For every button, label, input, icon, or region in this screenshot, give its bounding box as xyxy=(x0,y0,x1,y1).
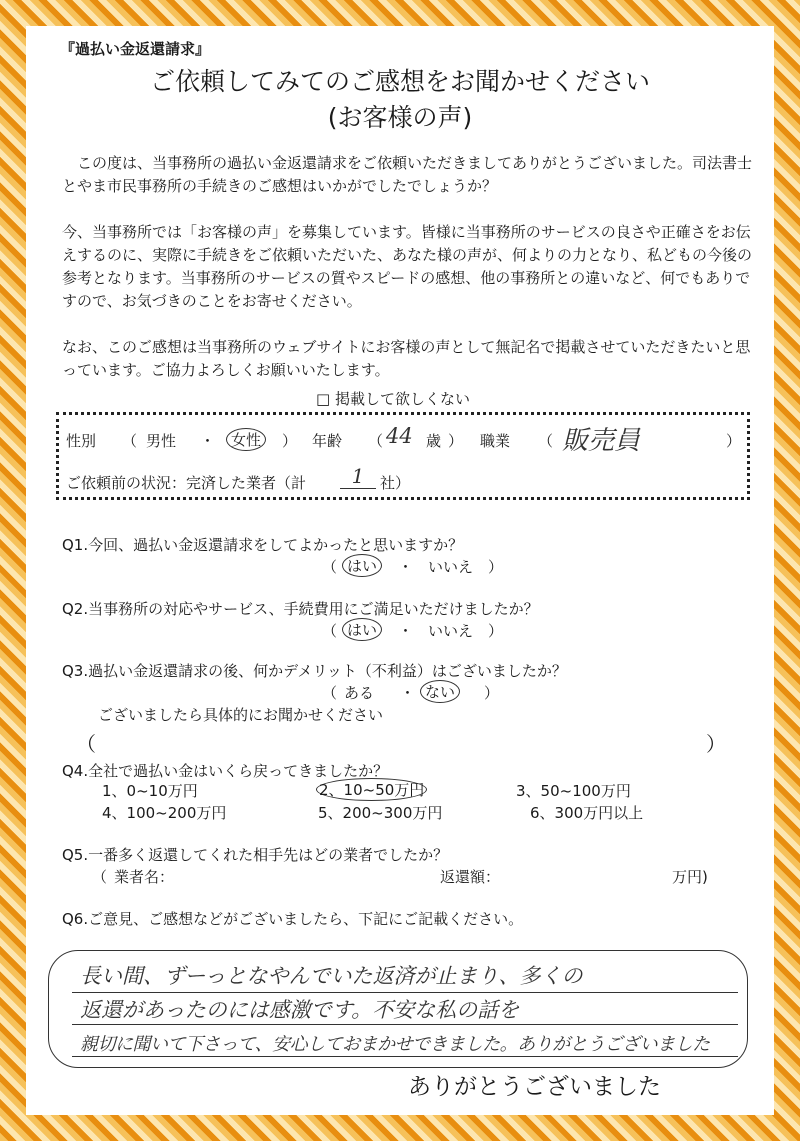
q3-yes[interactable]: ある xyxy=(344,684,375,702)
intro-paragraph-1: この度は、当事務所の過払い金返還請求をご依頼いただきましてありがとうございました。司法書士とやま市民事務所の手続きのご感想はいかがでしたでしょうか？ xyxy=(62,154,753,195)
page-title: ご依頼してみてのご感想をお聞かせください xyxy=(149,67,650,96)
q3-open: （ xyxy=(322,684,338,702)
female-circle: 女性 xyxy=(226,428,266,451)
q2-open: （ xyxy=(322,622,338,640)
q3-close: ） xyxy=(484,684,500,702)
no-publish-checkbox[interactable]: □ 掲載して欲しくない xyxy=(316,390,470,408)
comment-line-2: 返還があったのには感激です。不安な私の話を xyxy=(80,998,520,1022)
q6-text: Q6.ご意見、ご感想などがございましたら、下記にご記載ください。 xyxy=(62,910,524,928)
q4-option-1[interactable]: 1、0~10万円 xyxy=(102,782,198,800)
comment-rule-2 xyxy=(72,1024,738,1025)
q3-dot: ・ xyxy=(400,684,416,702)
job-open: （ xyxy=(538,432,554,450)
status-count[interactable]: 1 xyxy=(340,464,376,489)
series-label: 『過払い金返還請求』 xyxy=(60,40,211,58)
status-label: ご依頼前の状況：完済した業者（計 xyxy=(66,474,307,492)
gender-female[interactable] xyxy=(226,428,266,451)
age-unit: 歳 xyxy=(426,432,442,450)
q4-option-5[interactable]: 5、200~300万円 xyxy=(318,804,443,822)
gender-sep: ・ xyxy=(200,432,216,450)
page-subtitle: (お客様の声) xyxy=(327,103,473,132)
q3-detail: ございましたら具体的にお聞かせください xyxy=(98,706,384,724)
intro-text xyxy=(62,152,752,382)
q2-close: ） xyxy=(488,622,504,640)
q1-open: （ xyxy=(322,558,338,576)
q1-text: Q1.今回、過払い金返還請求をしてよかったと思いますか？ xyxy=(62,536,464,554)
q3-text: Q3.過払い金返還請求の後、何かデメリット（不利益）はございましたか？ xyxy=(62,662,567,680)
q3-no-circle: ない xyxy=(420,680,460,703)
q2-no[interactable]: いいえ xyxy=(428,622,474,640)
age-close: ） xyxy=(448,432,464,450)
q1-yes-circle: はい xyxy=(342,554,382,577)
gender-label: 性別 xyxy=(66,432,97,450)
comment-rule-3 xyxy=(72,1056,738,1057)
q5-amount-label: 返還額： xyxy=(440,868,501,886)
comment-rule-1 xyxy=(72,992,738,993)
q2-yes-circle: はい xyxy=(342,618,382,641)
q1-close: ） xyxy=(488,558,504,576)
q1-dot: ・ xyxy=(398,558,414,576)
age-label: 年齢 xyxy=(312,432,343,450)
q4-text: Q4.全社で過払い金はいくら戻ってきましたか？ xyxy=(62,762,389,780)
job-label: 職業 xyxy=(480,432,511,450)
q4-option-3[interactable]: 3、50~100万円 xyxy=(516,782,631,800)
q3-detail-open: （ xyxy=(76,732,96,756)
job-value[interactable]: 販売員 xyxy=(562,426,641,456)
q4-option-6[interactable]: 6、300万円以上 xyxy=(530,804,644,822)
q1-yes[interactable] xyxy=(342,554,382,577)
gender-male[interactable]: 男性 xyxy=(146,432,177,450)
comment-line-3: 親切に聞いて下さって、安心しておまかせできました。ありがとうございました xyxy=(80,1034,710,1055)
q5-text: Q5.一番多く返還してくれた相手先はどの業者でしたか？ xyxy=(62,846,449,864)
q5-open: （ xyxy=(92,868,108,886)
gender-close: ） xyxy=(282,432,298,450)
job-close: ） xyxy=(726,432,742,450)
thanks-text: ありがとうございました xyxy=(408,1074,661,1100)
age-value[interactable]: 44 xyxy=(386,424,413,448)
q5-name-label: 業者名： xyxy=(114,868,175,886)
comment-line-1: 長い間、ずーっとなやんでいた返済が止まり、多くの xyxy=(80,964,583,988)
intro-paragraph-2: 今、当事務所では「お客様の声」を募集しています。皆様に当事務所のサービスの良さや正確さをお伝えするのに、実際に手続きをご依頼いただいた、あなた様の声が、何よりの力となり、私どもの今後の参考となります。当事務所のサービスの質やスピードの感想、他の事務所との違いなど、何でもありですので、お気づきのことをお寄せください。 xyxy=(62,223,753,310)
q4-option-2-circle: 2、10~50万円 xyxy=(316,778,427,801)
q3-no[interactable] xyxy=(420,680,460,703)
intro-paragraph-3: なお、このご感想は当事務所のウェブサイトにお客様の声として無記名で掲載させていただきたいと思っています。ご協力よろしくお願いいたします。 xyxy=(62,338,751,379)
gender-open: （ xyxy=(122,432,138,450)
q2-dot: ・ xyxy=(398,622,414,640)
q4-option-2[interactable] xyxy=(316,778,427,801)
q2-yes[interactable] xyxy=(342,618,382,641)
q3-detail-close: ） xyxy=(706,732,726,756)
age-open: （ xyxy=(368,432,384,450)
q1-no[interactable]: いいえ xyxy=(428,558,474,576)
q2-text: Q2.当事務所の対応やサービス、手続費用にご満足いただけましたか？ xyxy=(62,600,539,618)
q5-unit: 万円) xyxy=(672,868,708,886)
q4-option-4[interactable]: 4、100~200万円 xyxy=(102,804,227,822)
status-unit: 社） xyxy=(380,474,411,492)
